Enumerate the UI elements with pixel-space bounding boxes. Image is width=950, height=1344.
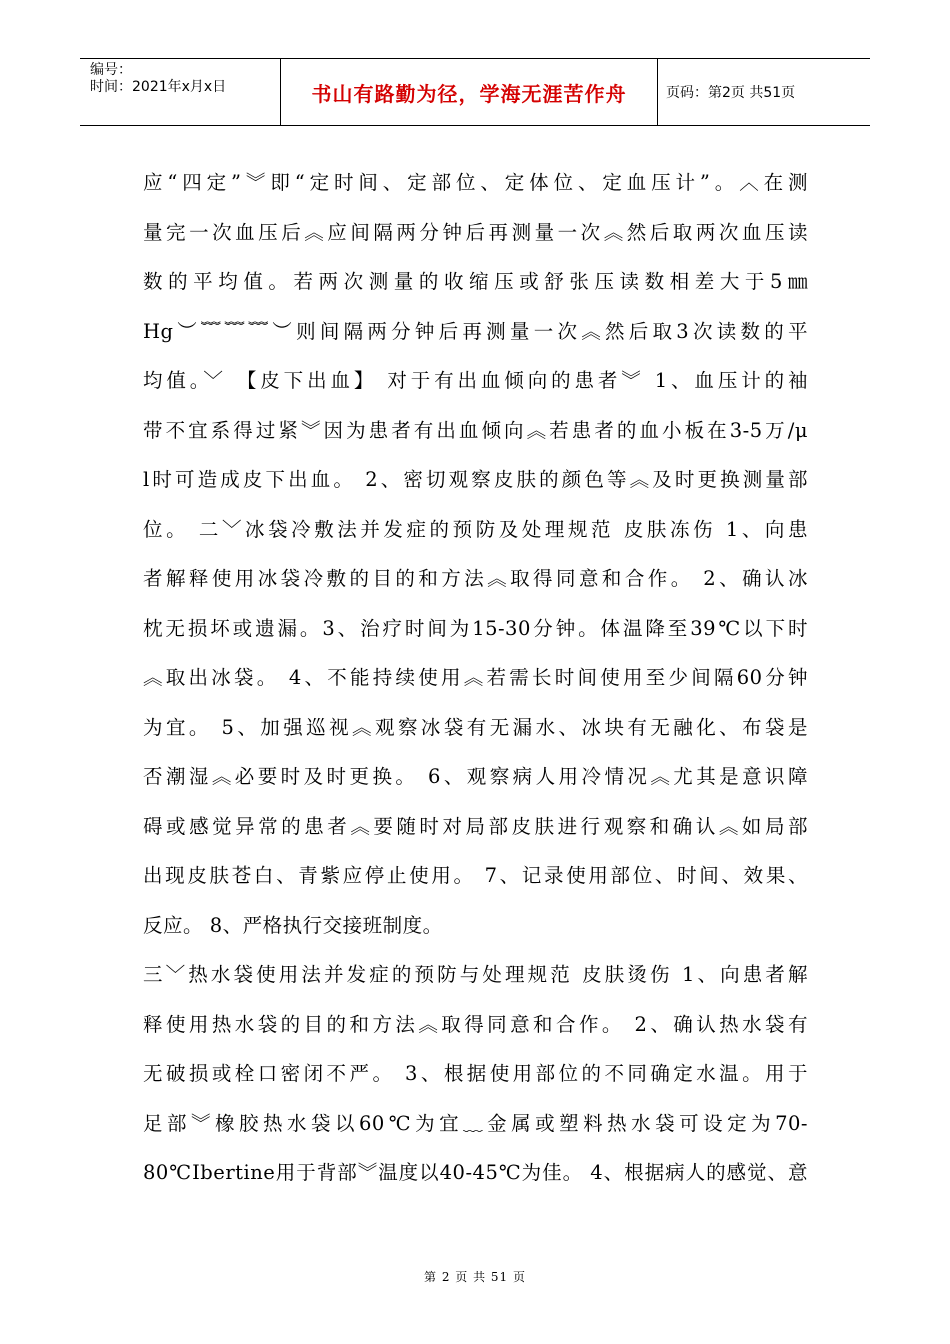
header-meta xyxy=(80,59,280,125)
body-line: 无破损或栓口密闭不严。 3、根据使用部位的不同确定水温。用于 xyxy=(143,1062,808,1085)
body-line: Hg︶﹌﹌﹌︶则间隔两分钟后再测量一次︽然后取3次读数的平 xyxy=(143,319,808,343)
body-line: 数的平均值。若两次测量的收缩压或舒张压读数相差大于5㎜ xyxy=(143,270,808,293)
body-line: 足部︾橡胶热水袋以60℃为宜﹏金属或塑料热水袋可设定为70- xyxy=(143,1111,808,1135)
body-line: 出现皮肤苍白、青紫应停止使用。 7、记录使用部位、时间、效果、 xyxy=(143,864,808,887)
body-line: 为宜。 5、加强巡视︽观察冰袋有无漏水、冰块有无融化、布袋是 xyxy=(143,715,808,739)
body-line: 量完一次血压后︽应间隔两分钟后再测量一次︽然后取两次血压读 xyxy=(143,220,808,244)
header-page-info: 页码：第2页 共51页 xyxy=(666,85,796,101)
body-line: 均值。﹀ 【皮下出血】 对于有出血倾向的患者︾ 1、血压计的袖 xyxy=(143,369,808,392)
body-line: 反应。 8、严格执行交接班制度。 xyxy=(143,913,443,937)
body-line: 带不宜系得过紧︾因为患者有出血倾向︽若患者的血小板在3-5万/μ xyxy=(143,418,808,442)
page-footer: 第 2 页 共 51 页 xyxy=(424,1270,526,1284)
body-line: 否潮湿︽必要时及时更换。 6、观察病人用冷情况︽尤其是意识障 xyxy=(143,765,808,788)
document-date: 时间：2021年x月x日 xyxy=(90,79,227,95)
header-motto: 书山有路勤为径，学海无涯苦作舟 xyxy=(311,81,627,106)
body-line: ︽取出冰袋。 4、不能持续使用︽若需长时间使用至少间隔60分钟 xyxy=(143,666,808,689)
body-line: 位。 二﹀冰袋冷敷法并发症的预防及处理规范 皮肤冻伤 1、向患 xyxy=(143,517,808,541)
body-line: l时可造成皮下出血。 2、密切观察皮肤的颜色等︽及时更换测量部 xyxy=(143,468,808,491)
document-number-label: 编号： xyxy=(90,62,132,78)
page-header xyxy=(80,58,870,126)
header-page-info-cell xyxy=(656,59,870,125)
body-line: 三﹀热水袋使用法并发症的预防与处理规范 皮肤烫伤 1、向患者解 xyxy=(143,963,808,986)
body-line: 者解释使用冰袋冷敷的目的和方法︽取得同意和合作。 2、确认冰 xyxy=(143,567,808,590)
body-line: 碍或感觉异常的患者︽要随时对局部皮肤进行观察和确认︽如局部 xyxy=(143,814,808,838)
body-line: 应“四定”︾即“定时间、定部位、定体位、定血压计”。︿在测 xyxy=(143,171,808,194)
body-line: 释使用热水袋的目的和方法︽取得同意和合作。 2、确认热水袋有 xyxy=(143,1012,808,1036)
header-motto-cell xyxy=(280,59,658,125)
body-line: 80℃Ibertine用于背部︾温度以40-45℃为佳。 4、根据病人的感觉、意 xyxy=(143,1161,808,1184)
body-line: 枕无损坏或遗漏。3、治疗时间为15-30分钟。体温降至39℃以下时 xyxy=(143,616,808,640)
document-body xyxy=(143,158,808,1198)
